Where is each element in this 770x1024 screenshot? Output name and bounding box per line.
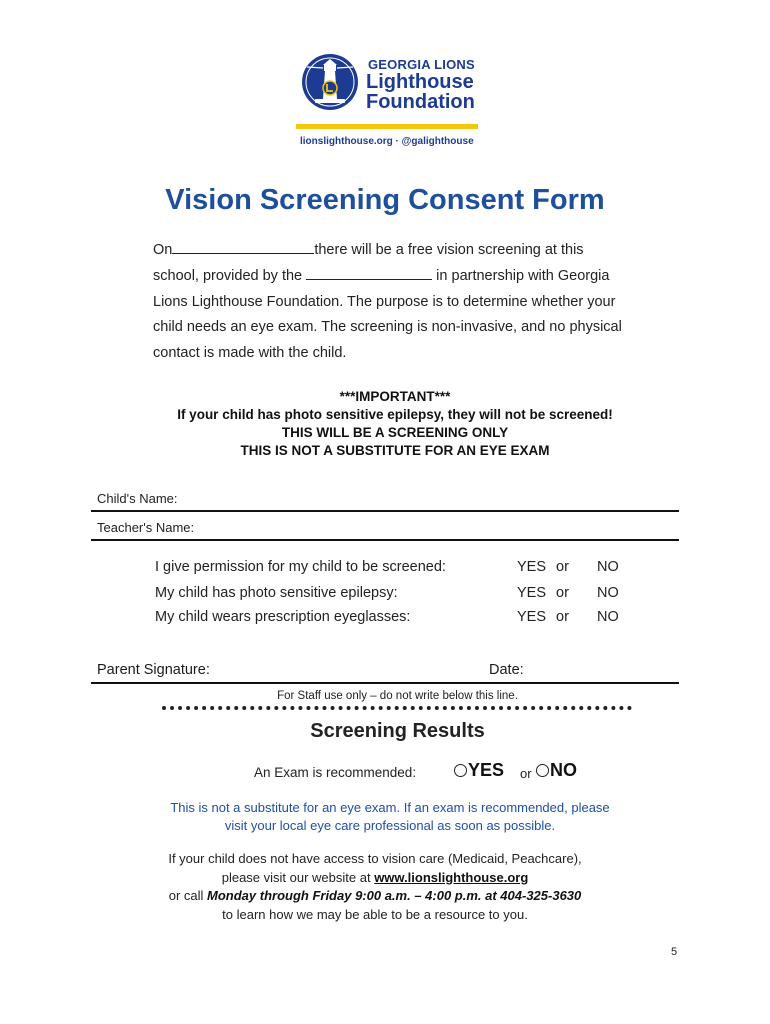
org-name-line2: Lighthouse (366, 71, 474, 93)
question-row (155, 559, 635, 581)
or-separator: or (556, 585, 569, 601)
staff-use-note: For Staff use only – do not write below this line. (277, 690, 518, 702)
screening-date-blank[interactable] (172, 241, 314, 254)
child-name-label: Child's Name: (97, 491, 178, 506)
website-link[interactable]: www.lionslighthouse.org (374, 869, 529, 885)
exam-or-separator: or (520, 766, 532, 781)
access-info (0, 850, 750, 924)
exam-yes-label: YES (468, 760, 505, 780)
exam-recommended-label: An Exam is recommended: (254, 765, 417, 780)
form-title: Vision Screening Consent Form (165, 184, 605, 216)
or-separator: or (556, 559, 569, 575)
important-notice (150, 388, 640, 460)
screening-results-title: Screening Results (310, 720, 485, 742)
intro-on: On (153, 242, 173, 258)
disclaimer-text (0, 799, 770, 835)
dotted-divider (162, 706, 632, 710)
access-line4: to learn how we may be able to be a resource to you. (222, 906, 528, 922)
signature-row[interactable] (91, 660, 679, 684)
org-links: lionslighthouse.org · @galighthouse (300, 136, 474, 147)
yes-option[interactable]: YES (517, 609, 547, 625)
exam-no-option[interactable] (536, 760, 577, 781)
no-option[interactable]: NO (597, 585, 619, 601)
access-call-prefix: or call (168, 888, 208, 903)
question-text: My child has photo sensitive epilepsy: (155, 585, 398, 601)
exam-no-label: NO (550, 760, 577, 780)
provider-blank[interactable] (306, 267, 432, 280)
access-website-prefix: please visit our website at (221, 869, 375, 885)
child-name-field[interactable] (91, 486, 679, 512)
no-option[interactable]: NO (597, 609, 619, 625)
logo-accent-bar (296, 124, 478, 129)
important-heading: ***IMPORTANT*** (339, 389, 451, 404)
radio-circle-icon (454, 764, 467, 777)
intro-part1: there will be a free vision screening at this school, provided by the (153, 242, 584, 284)
important-not-substitute: THIS IS NOT A SUBSTITUTE FOR AN EYE EXAM (240, 443, 550, 458)
disclaimer-line2: visit your local eye care professional as soon as possible. (224, 818, 556, 833)
access-line2 (0, 869, 750, 888)
intro-paragraph (153, 238, 633, 367)
question-row (155, 609, 635, 631)
parent-signature-label: Parent Signature: (97, 662, 210, 678)
question-text: My child wears prescription eyeglasses: (155, 609, 411, 625)
org-name-line3: Foundation (366, 91, 475, 113)
no-option[interactable]: NO (597, 559, 619, 575)
yes-option[interactable]: YES (517, 559, 547, 575)
question-text: I give permission for my child to be screened: (155, 559, 446, 575)
org-name-line1: GEORGIA LIONS (368, 57, 475, 72)
phone-hours: Monday through Friday 9:00 a.m. – 4:00 p.m. at 404-325-3630 (207, 888, 582, 903)
yes-option[interactable]: YES (517, 585, 547, 601)
teacher-name-label: Teacher's Name: (97, 520, 195, 535)
important-epilepsy-warning: If your child has photo sensitive epilepsy, they will not be screened! (177, 407, 613, 422)
date-label: Date: (489, 662, 524, 678)
teacher-name-field[interactable] (91, 515, 679, 541)
question-row (155, 585, 635, 607)
radio-circle-icon (536, 764, 549, 777)
disclaimer-line1: This is not a substitute for an eye exam. If an exam is recommended, please (170, 800, 610, 815)
access-line1: If your child does not have access to vision care (Medicaid, Peachcare), (168, 851, 582, 866)
page-number: 5 (671, 946, 678, 958)
or-separator: or (556, 609, 569, 625)
organization-logo (296, 48, 478, 148)
lions-lighthouse-emblem-icon (301, 53, 359, 111)
important-screening-only: THIS WILL BE A SCREENING ONLY (281, 425, 509, 440)
access-line3 (0, 887, 750, 906)
exam-yes-option[interactable] (454, 760, 504, 781)
intro-part2: in partnership with Georgia Lions Lighthouse Foundation. The purpose is to determine whether your child needs an eye exam. The screening is non-invasive, and no physical contact is made with the child. (153, 267, 622, 362)
